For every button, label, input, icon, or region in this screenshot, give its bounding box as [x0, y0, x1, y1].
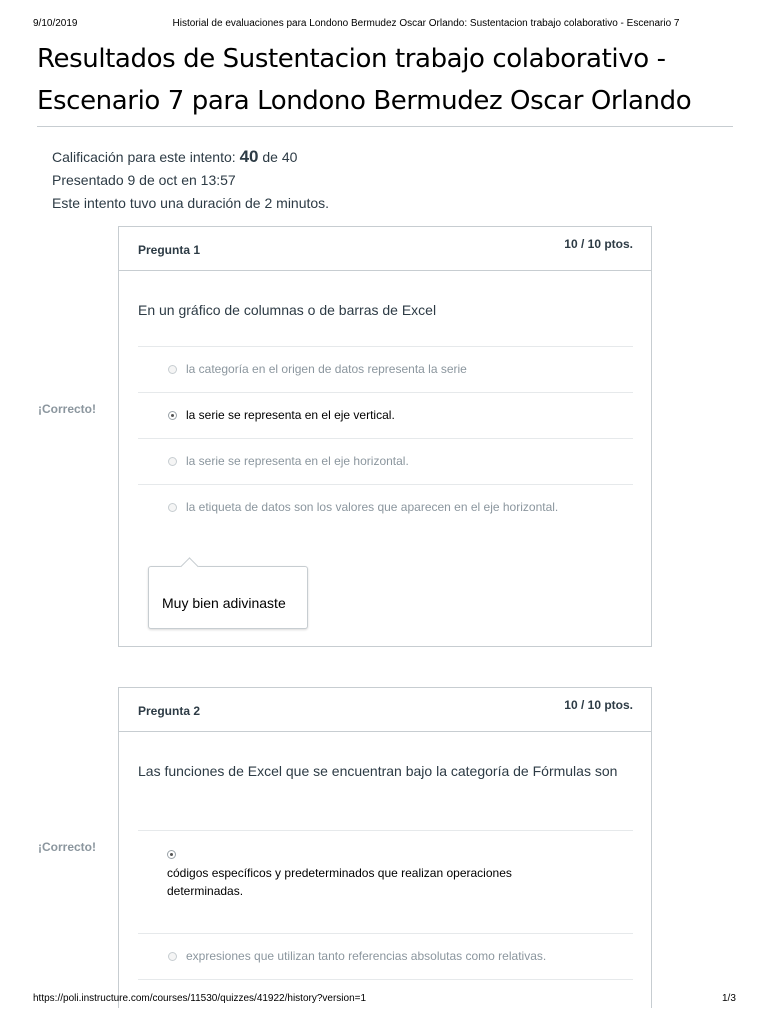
- question-name: Pregunta 2: [138, 704, 201, 718]
- answer-divider: [138, 979, 633, 990]
- question-points: 10 / 10 ptos.: [564, 237, 633, 251]
- title-divider: [37, 126, 733, 127]
- page-title: [37, 38, 737, 122]
- radio-button[interactable]: [168, 457, 177, 466]
- page-title-line-2: Escenario 7 para Londono Bermudez Oscar Orlando: [37, 86, 692, 116]
- print-title: Historial de evaluaciones para Londono Bermudez Oscar Orlando: Sustentacion trabajo colaborativo - Escenario 7: [172, 18, 680, 29]
- answer-label: expresiones que utilizan tanto referencias absolutas como relativas.: [186, 949, 547, 963]
- grade-prefix: Calificación para este intento:: [52, 149, 240, 165]
- answer-option[interactable]: [138, 438, 633, 485]
- answer-option-selected[interactable]: [138, 830, 633, 934]
- radio-button-checked[interactable]: [167, 850, 176, 859]
- attempt-summary: [52, 145, 329, 215]
- answer-feedback: [148, 566, 308, 629]
- grade-line: [52, 145, 329, 169]
- correct-label: ¡Correcto!: [38, 402, 97, 416]
- print-url: https://poli.instructure.com/courses/11530/quizzes/41922/history?version=1: [33, 993, 367, 1004]
- radio-button[interactable]: [168, 365, 177, 374]
- grade-score: 40: [239, 147, 259, 166]
- correct-label: ¡Correcto!: [38, 840, 97, 854]
- duration-line: Este intento tuvo una duración de 2 minutos.: [52, 195, 330, 211]
- feedback-text: Muy bien adivinaste: [162, 595, 286, 611]
- submitted-line: Presentado 9 de oct en 13:57: [52, 172, 236, 188]
- radio-button-checked[interactable]: [168, 411, 177, 420]
- print-page-number: 1/3: [722, 993, 736, 1004]
- answer-label: códigos específicos y predeterminados que realizan operaciones determinadas.: [167, 866, 512, 898]
- question-2: [118, 687, 652, 1008]
- answer-label: la categoría en el origen de datos representa la serie: [186, 362, 467, 376]
- print-date: 9/10/2019: [33, 18, 78, 29]
- question-header: [119, 688, 651, 732]
- page-title-line-1: Resultados de Sustentacion trabajo colaborativo -: [37, 44, 666, 74]
- radio-button[interactable]: [168, 952, 177, 961]
- grade-suffix: de 40: [258, 149, 298, 165]
- answer-label: la etiqueta de datos son los valores que aparecen en el eje horizontal.: [186, 500, 559, 514]
- answer-option[interactable]: [138, 484, 633, 531]
- question-header: [119, 227, 651, 271]
- answer-label: la serie se representa en el eje horizontal.: [186, 454, 409, 468]
- question-name: Pregunta 1: [138, 243, 201, 257]
- answer-option-selected[interactable]: [138, 392, 633, 439]
- question-points: 10 / 10 ptos.: [564, 698, 633, 712]
- answer-label: la serie se representa en el eje vertical.: [186, 408, 395, 422]
- question-1: [118, 226, 652, 647]
- question-text: En un gráfico de columnas o de barras de Excel: [138, 302, 437, 318]
- radio-button[interactable]: [168, 503, 177, 512]
- answer-option[interactable]: [138, 933, 633, 980]
- question-text: Las funciones de Excel que se encuentran bajo la categoría de Fórmulas son: [138, 763, 618, 779]
- answer-option[interactable]: [138, 346, 633, 393]
